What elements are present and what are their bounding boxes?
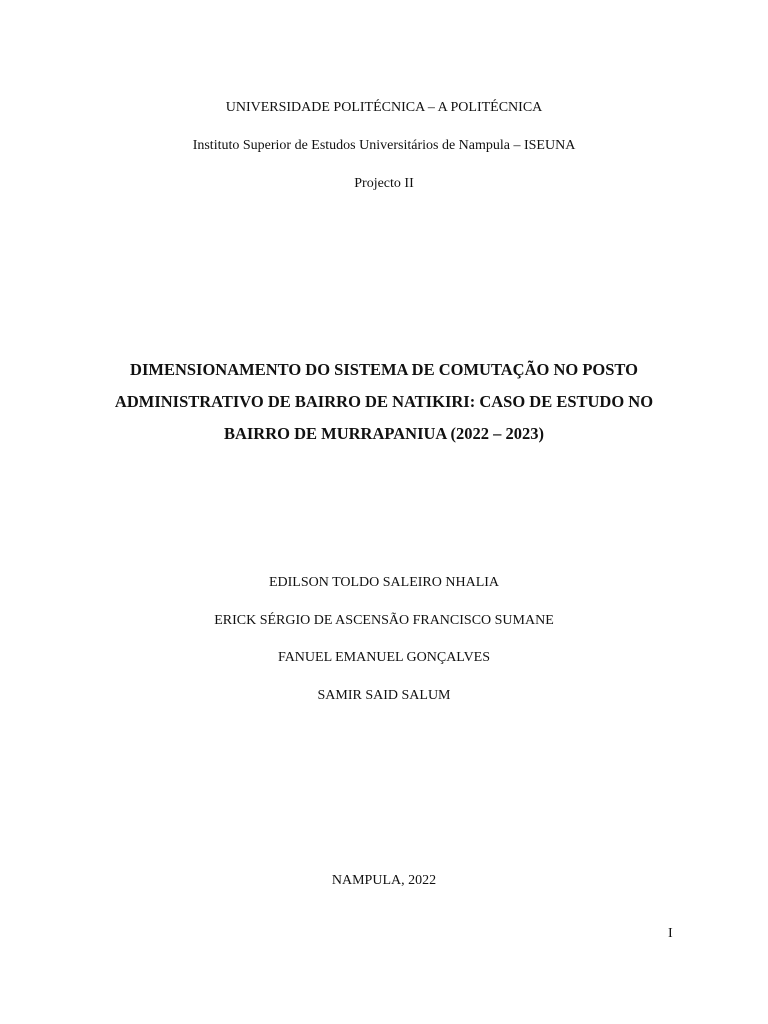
university-name: UNIVERSIDADE POLITÉCNICA – A POLITÉCNICA xyxy=(225,100,543,115)
page-number: I xyxy=(668,926,673,941)
author-name: FANUEL EMANUEL GONÇALVES xyxy=(277,650,491,665)
course-name: Projecto II xyxy=(354,176,414,191)
document-title-line-1: DIMENSIONAMENTO DO SISTEMA DE COMUTAÇÃO NO POSTO xyxy=(130,360,638,379)
place-and-date: NAMPULA, 2022 xyxy=(331,873,437,888)
institute-name: Instituto Superior de Estudos Universitários de Nampula – ISEUNA xyxy=(192,138,576,153)
document-title-line-3: BAIRRO DE MURRAPANIUA (2022 – 2023) xyxy=(223,424,545,443)
author-name: SAMIR SAID SALUM xyxy=(317,688,451,703)
author-name: ERICK SÉRGIO DE ASCENSÃO FRANCISCO SUMANE xyxy=(214,613,554,628)
author-name: EDILSON TOLDO SALEIRO NHALIA xyxy=(268,575,500,590)
document-title-line-2: ADMINISTRATIVO DE BAIRRO DE NATIKIRI: CASO DE ESTUDO NO xyxy=(114,392,654,411)
